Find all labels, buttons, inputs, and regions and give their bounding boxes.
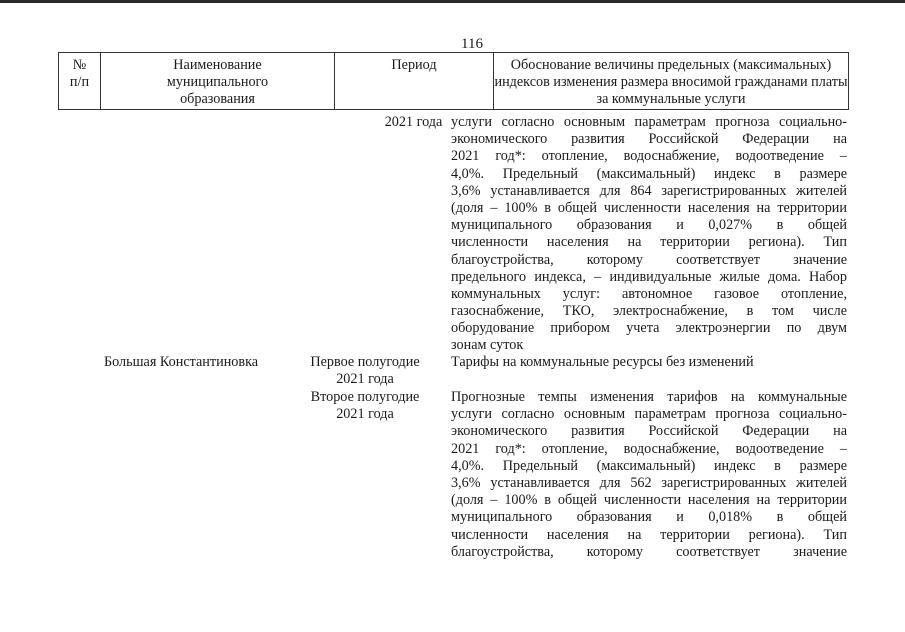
row-0-text-line: муниципального образования и 0,027% в общей [451, 217, 847, 234]
row-0-text-line: (доля – 100% в общей численности населения на территории [451, 199, 847, 216]
row-2-text-line: 2021 год*: отопление, водоснабжение, водоотведение – [451, 440, 847, 457]
row-0-text-line: 2021 год*: отопление, водоснабжение, водоотведение – [451, 148, 847, 165]
row-2-text-line: благоустройства, которому соответствует значение [451, 543, 847, 560]
row-0-text-line: экономического развития Российской Федерации на [451, 131, 847, 148]
row-0-text-line: численности населения на территории региона). Тип [451, 234, 847, 251]
header-col-number-line: п/п [69, 74, 90, 90]
row-0-text-line: зонам суток [451, 337, 524, 354]
header-col-municipality-line: Наименование [173, 57, 262, 73]
row-2-justification [451, 389, 847, 561]
header-col-municipality [101, 53, 335, 109]
row-2-text-line: Прогнозные темпы изменения тарифов на коммунальные [451, 389, 847, 405]
row-1-text-line: Тарифы на коммунальные ресурсы без изменений [451, 354, 754, 370]
row-2-period-line: Второе полугодие [310, 389, 420, 405]
row-1-period [297, 354, 433, 388]
row-0-text-line: 3,6% устанавливается для 864 зарегистрированных жителей [451, 182, 847, 199]
table-header [58, 52, 849, 110]
row-0-text-line: газоснабжение, ТКО, электроснабжение, в том числе [451, 303, 847, 320]
row-0-text-line: благоустройства, которому соответствует значение [451, 251, 847, 268]
row-2-text-line: 3,6% устанавливается для 562 зарегистрированных жителей [451, 474, 847, 491]
row-0-period-line: 2021 года [384, 114, 443, 130]
header-col-municipality-line: образования [180, 91, 255, 107]
row-0-justification [451, 114, 847, 355]
header-col-justification-line: за коммунальные услуги [596, 91, 746, 107]
row-2-text-line: экономического развития Российской Федерации на [451, 423, 847, 440]
row-1-municipality: Большая Константиновка [104, 354, 259, 370]
top-border-rule [0, 0, 905, 3]
row-2-period [297, 389, 433, 423]
row-1-period-line: 2021 года [336, 371, 394, 388]
row-0-text-line: коммунальных услуг: автономное газовое отопление, [451, 285, 847, 302]
row-2-text-line: (доля – 100% в общей численности населения на территории [451, 492, 847, 509]
row-0-text-line: оборудование прибором учета электроэнергии по двум [451, 320, 847, 337]
header-col-justification-line: Обоснование величины предельных (максимальных) [510, 57, 832, 73]
header-col-justification-line: индексов изменения размера вносимой гражданами платы [494, 74, 848, 90]
header-col-period-label: Период [391, 57, 437, 73]
row-2-text-line: 4,0%. Предельный (максимальный) индекс в размере [451, 457, 847, 474]
header-col-municipality-line: муниципального [166, 74, 269, 90]
row-0-text-line: 4,0%. Предельный (максимальный) индекс в размере [451, 165, 847, 182]
header-col-number [59, 53, 101, 109]
row-2-period-line: 2021 года [336, 406, 394, 423]
row-0-text-line: услуги согласно основным параметрам прогноза социально- [451, 114, 847, 130]
header-col-justification [494, 53, 848, 109]
row-2-text-line: численности населения на территории региона). Тип [451, 526, 847, 543]
header-col-number-line: № [72, 57, 87, 73]
row-1-period-line: Первое полугодие [310, 354, 420, 370]
page-number: 116 [461, 36, 483, 52]
row-1-justification [451, 354, 847, 371]
header-col-period [335, 53, 494, 109]
row-0-text-line: предельного индекса, – индивидуальные жилые дома. Набор [451, 268, 847, 285]
row-2-text-line: услуги согласно основным параметрам прогноза социально- [451, 406, 847, 423]
row-2-text-line: муниципального образования и 0,018% в общей [451, 509, 847, 526]
